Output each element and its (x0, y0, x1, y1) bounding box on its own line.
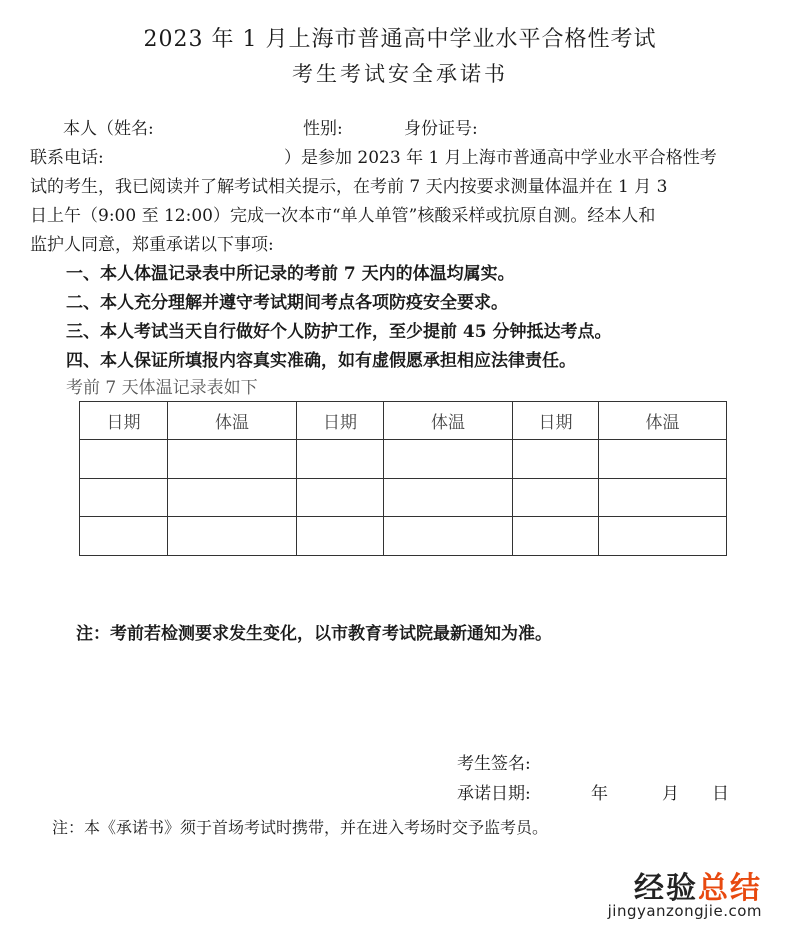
header-date: 日期 (513, 402, 599, 440)
day-label: 日 (712, 784, 729, 804)
footer-note: 注：本《承诺书》须于首场考试时携带，并在进入考场时交予监考员。 (52, 818, 549, 837)
table-cell[interactable] (513, 478, 599, 517)
table-cell[interactable] (599, 517, 727, 556)
table-cell[interactable] (80, 517, 168, 556)
important-note: 注：考前若检测要求发生变化，以市教育考试院最新通知为准。 (76, 624, 552, 644)
table-header-row (80, 402, 727, 440)
table-cell[interactable] (297, 440, 384, 479)
table-cell[interactable] (80, 440, 168, 479)
watermark-url: jingyanzongjie.com (607, 902, 762, 920)
watermark-logo (634, 863, 762, 907)
header-temperature: 体温 (168, 402, 297, 440)
signature-label: 考生签名: (457, 754, 531, 774)
phone-label: 联系电话: (30, 148, 104, 168)
table-cell[interactable] (599, 440, 727, 479)
table-cell[interactable] (513, 440, 599, 479)
intro-line-1: ）是参加 2023 年 1 月上海市普通高中学业水平合格性考 (284, 148, 717, 168)
intro-line-3: 日上午（9:00 至 12:00）完成一次本市“单人单管”核酸采样或抗原自测。经本人和 (30, 206, 656, 226)
intro-line-2: 试的考生，我已阅读并了解考试相关提示，在考前 7 天内按要求测量体温并在 1 月 3 (30, 177, 668, 197)
table-row (80, 478, 727, 517)
header-date: 日期 (80, 402, 168, 440)
id-number-label: 身份证号: (404, 119, 478, 139)
table-cell[interactable] (168, 517, 297, 556)
document-title: 2023 年 1 月上海市普通高中学业水平合格性考试 (143, 27, 657, 52)
month-label: 月 (662, 784, 679, 804)
table-cell[interactable] (168, 440, 297, 479)
table-cell[interactable] (168, 478, 297, 517)
table-cell[interactable] (384, 478, 513, 517)
intro-line-4: 监护人同意，郑重承诺以下事项: (30, 235, 274, 255)
table-cell[interactable] (513, 517, 599, 556)
table-cell[interactable] (80, 478, 168, 517)
watermark-text-2: 总结 (698, 871, 762, 906)
header-date: 日期 (297, 402, 384, 440)
pledge-item-4: 四、本人保证所填报内容真实准确，如有虚假愿承担相应法律责任。 (66, 351, 576, 371)
watermark-text-1: 经验 (634, 871, 698, 906)
table-caption: 考前 7 天体温记录表如下 (66, 378, 258, 398)
table-cell[interactable] (297, 478, 384, 517)
date-label: 承诺日期: (457, 784, 531, 804)
temperature-table (79, 401, 727, 556)
table-cell[interactable] (297, 517, 384, 556)
table-cell[interactable] (384, 517, 513, 556)
gender-label: 性别: (303, 119, 343, 139)
document-subtitle: 考生考试安全承诺书 (292, 62, 508, 86)
header-temperature: 体温 (599, 402, 727, 440)
year-label: 年 (591, 784, 608, 804)
pledge-item-1: 一、本人体温记录表中所记录的考前 7 天内的体温均属实。 (66, 264, 515, 284)
table-cell[interactable] (384, 440, 513, 479)
table-row (80, 440, 727, 479)
table-cell[interactable] (599, 478, 727, 517)
name-label: 本人（姓名: (63, 119, 154, 139)
table-row (80, 517, 727, 556)
pledge-item-2: 二、本人充分理解并遵守考试期间考点各项防疫安全要求。 (66, 293, 508, 313)
pledge-item-3: 三、本人考试当天自行做好个人防护工作，至少提前 45 分钟抵达考点。 (66, 322, 612, 342)
header-temperature: 体温 (384, 402, 513, 440)
